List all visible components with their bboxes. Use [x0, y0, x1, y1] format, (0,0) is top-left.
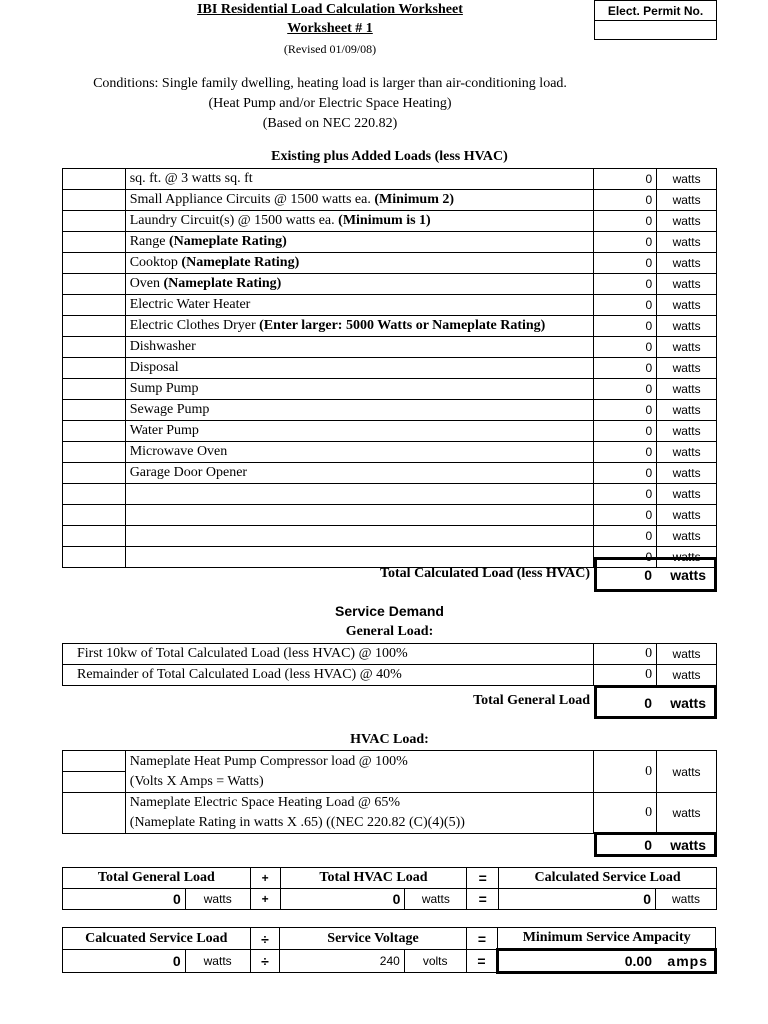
- row-value[interactable]: 0: [594, 295, 657, 316]
- row-description: [125, 337, 594, 358]
- revised-date: (Revised 01/09/08): [283, 42, 377, 56]
- row-value[interactable]: 0: [594, 274, 657, 295]
- first-10kw-value[interactable]: 0: [594, 644, 657, 665]
- total-hvac-load-value: 0: [644, 837, 652, 853]
- table-row: [63, 400, 717, 421]
- row-quantity-field[interactable]: [63, 379, 126, 400]
- row-value[interactable]: 0: [594, 421, 657, 442]
- summary-general-unit: watts: [185, 889, 250, 910]
- row-unit: watts: [657, 337, 717, 358]
- service-load-summary-table: [62, 867, 717, 910]
- row-quantity-field[interactable]: [63, 169, 126, 190]
- table-row: [63, 358, 717, 379]
- ampacity-calc-unit: watts: [185, 950, 250, 973]
- total-general-load-label: Total General Load: [473, 693, 590, 708]
- table-row: [63, 665, 717, 686]
- row-label: Garage Door Opener: [129, 465, 248, 480]
- header-calculated-service-load: Calculated Service Load: [499, 868, 717, 889]
- row-description: [125, 484, 594, 505]
- table-row: [63, 232, 717, 253]
- table-row: [63, 526, 717, 547]
- row-label: Microwave Oven: [129, 444, 228, 459]
- table-row: [63, 751, 717, 772]
- service-demand-heading: Service Demand: [335, 603, 444, 619]
- row-unit: watts: [657, 421, 717, 442]
- total-calculated-load-unit: watts: [670, 567, 706, 583]
- row-quantity-field[interactable]: [63, 190, 126, 211]
- row-value[interactable]: 0: [594, 526, 657, 547]
- row-value[interactable]: 0: [594, 505, 657, 526]
- row-description: [125, 358, 594, 379]
- row-unit: watts: [657, 190, 717, 211]
- row-label-note: (Nameplate Rating): [181, 255, 300, 270]
- table-row: [63, 463, 717, 484]
- service-voltage-unit: volts: [404, 950, 466, 973]
- summary-calc-value[interactable]: 0: [499, 889, 656, 910]
- header-total-hvac-load: Total HVAC Load: [280, 868, 467, 889]
- summary-general-value[interactable]: 0: [63, 889, 186, 910]
- row-quantity-field[interactable]: [63, 211, 126, 232]
- table-row: [63, 169, 717, 190]
- header-minimum-service-ampacity: Minimum Service Ampacity: [498, 928, 716, 950]
- row-quantity-field[interactable]: [63, 232, 126, 253]
- plus-sign: +: [250, 868, 280, 889]
- table-row: [63, 793, 717, 834]
- row-label-note: (Nameplate Rating): [163, 276, 282, 291]
- row-quantity-field[interactable]: [63, 484, 126, 505]
- row-unit: watts: [657, 505, 717, 526]
- table-row: [63, 295, 717, 316]
- table-row: [63, 211, 717, 232]
- row-quantity-field[interactable]: [63, 337, 126, 358]
- permit-label: Elect. Permit No.: [595, 1, 717, 21]
- conditions-sub1: (Heat Pump and/or Electric Space Heating): [208, 96, 452, 111]
- row-description: [125, 253, 594, 274]
- table-row: [63, 379, 717, 400]
- row-label: Dishwasher: [129, 339, 196, 354]
- row-unit: watts: [657, 442, 717, 463]
- hvac-row1-blank-top[interactable]: [63, 751, 126, 772]
- service-voltage-value[interactable]: 240: [280, 950, 404, 973]
- table-row: [63, 889, 717, 910]
- row-quantity-field[interactable]: [63, 358, 126, 379]
- row-quantity-field[interactable]: [63, 547, 126, 568]
- row-description: [125, 211, 594, 232]
- table-row: [63, 505, 717, 526]
- space-heating-value[interactable]: 0: [594, 793, 657, 834]
- row-quantity-field[interactable]: [63, 316, 126, 337]
- plus-sign: +: [250, 889, 280, 910]
- row-unit: watts: [657, 526, 717, 547]
- row-description: [125, 547, 594, 568]
- total-calculated-load-value: 0: [644, 567, 652, 583]
- first-10kw-label: First 10kw of Total Calculated Load (less HVAC) @ 100%: [63, 644, 594, 665]
- space-heating-label: [125, 793, 594, 834]
- row-description: [125, 463, 594, 484]
- row-value[interactable]: 0: [594, 358, 657, 379]
- minimum-ampacity-unit: amps: [667, 953, 708, 969]
- row-quantity-field[interactable]: [63, 505, 126, 526]
- row-unit: watts: [657, 400, 717, 421]
- row-label: Laundry Circuit(s) @ 1500 watts ea.: [129, 213, 339, 228]
- heat-pump-label: [125, 751, 594, 793]
- total-calculated-load-box: [594, 557, 717, 592]
- table-row: [63, 928, 716, 950]
- row-description: [125, 274, 594, 295]
- total-general-load-box: [594, 685, 717, 719]
- table-row: [63, 484, 717, 505]
- row-description: [125, 505, 594, 526]
- table-row: [63, 950, 716, 973]
- row-description: [125, 232, 594, 253]
- row-description: [125, 442, 594, 463]
- row-value[interactable]: 0: [594, 253, 657, 274]
- total-hvac-load-box: [594, 832, 717, 857]
- worksheet-title: IBI Residential Load Calculation Worksheet: [197, 2, 463, 17]
- general-load-heading: General Load:: [345, 624, 434, 639]
- heat-pump-unit: watts: [657, 751, 717, 793]
- row-description: [125, 400, 594, 421]
- summary-calc-unit: watts: [655, 889, 716, 910]
- row-label-note: (Enter larger: 5000 Watts or Nameplate Rating): [259, 318, 546, 333]
- table-row: [63, 190, 717, 211]
- ampacity-summary-table: [62, 927, 717, 974]
- row-label: sq. ft. @ 3 watts sq. ft: [129, 171, 253, 186]
- row-label-note: (Minimum 2): [374, 192, 455, 207]
- table-row: [63, 421, 717, 442]
- table-row: [63, 868, 717, 889]
- permit-box: [594, 0, 717, 40]
- row-value[interactable]: 0: [594, 232, 657, 253]
- total-general-load-value: 0: [644, 695, 652, 711]
- row-quantity-field[interactable]: [63, 463, 126, 484]
- row-description: [125, 295, 594, 316]
- row-label: Water Pump: [129, 423, 199, 438]
- row-value[interactable]: 0: [594, 190, 657, 211]
- remainder-unit: watts: [657, 665, 717, 686]
- row-value[interactable]: 0: [594, 463, 657, 484]
- row-label: Sump Pump: [129, 381, 199, 396]
- row-label: Small Appliance Circuits @ 1500 watts ea.: [129, 192, 375, 207]
- row-quantity-field[interactable]: [63, 400, 126, 421]
- row-unit: watts: [657, 169, 717, 190]
- remainder-label: Remainder of Total Calculated Load (less HVAC) @ 40%: [63, 665, 594, 686]
- heat-pump-line2: (Volts X Amps = Watts): [129, 773, 264, 789]
- row-unit: watts: [657, 295, 717, 316]
- row-unit: watts: [657, 253, 717, 274]
- space-heating-line1: Nameplate Electric Space Heating Load @ 65%: [129, 795, 401, 810]
- table-row: [63, 253, 717, 274]
- row-value[interactable]: 0: [594, 442, 657, 463]
- hvac-table: [62, 750, 717, 834]
- row-description: [125, 169, 594, 190]
- row-label: Electric Water Heater: [129, 297, 251, 312]
- first-10kw-unit: watts: [657, 644, 717, 665]
- hvac-row2-blank[interactable]: [63, 793, 126, 834]
- ampacity-calc-value[interactable]: 0: [63, 950, 186, 973]
- table-row: [63, 644, 717, 665]
- equals-sign: =: [467, 889, 499, 910]
- row-unit: watts: [657, 232, 717, 253]
- table-row: [63, 442, 717, 463]
- row-label-note: (Nameplate Rating): [168, 234, 287, 249]
- hvac-row1-blank-bottom[interactable]: [63, 772, 126, 793]
- existing-loads-table: [62, 168, 717, 568]
- row-value[interactable]: 0: [594, 547, 657, 568]
- row-unit: watts: [657, 379, 717, 400]
- row-unit: watts: [657, 463, 717, 484]
- row-description: [125, 421, 594, 442]
- remainder-value[interactable]: 0: [594, 665, 657, 686]
- permit-number-field[interactable]: [595, 21, 717, 40]
- row-label: Range: [129, 234, 169, 249]
- heat-pump-line1: Nameplate Heat Pump Compressor load @ 100%: [129, 753, 408, 769]
- row-value[interactable]: 0: [594, 337, 657, 358]
- divide-sign: ÷: [250, 928, 280, 950]
- row-description: [125, 379, 594, 400]
- equals-sign: =: [466, 950, 498, 973]
- minimum-ampacity-value: 0.00: [624, 953, 652, 969]
- equals-sign: =: [467, 868, 499, 889]
- row-label: Electric Clothes Dryer: [129, 318, 260, 333]
- general-load-table: [62, 643, 717, 686]
- row-value[interactable]: 0: [594, 484, 657, 505]
- row-label: Sewage Pump: [129, 402, 210, 417]
- row-unit: watts: [657, 484, 717, 505]
- row-label-note: (Minimum is 1): [338, 213, 431, 228]
- row-value[interactable]: 0: [594, 169, 657, 190]
- row-unit: watts: [657, 358, 717, 379]
- header-calculated-service-load: Calcuated Service Load: [63, 928, 251, 950]
- row-value[interactable]: 0: [594, 316, 657, 337]
- divide-sign: ÷: [250, 950, 280, 973]
- table-row: [63, 316, 717, 337]
- total-general-load-unit: watts: [670, 695, 706, 711]
- worksheet-subtitle: Worksheet # 1: [287, 21, 373, 36]
- existing-loads-heading: Existing plus Added Loads (less HVAC): [271, 149, 508, 164]
- row-quantity-field[interactable]: [63, 295, 126, 316]
- total-hvac-load-unit: watts: [670, 837, 706, 853]
- equals-sign: =: [466, 928, 498, 950]
- row-quantity-field[interactable]: [63, 274, 126, 295]
- row-quantity-field[interactable]: [63, 442, 126, 463]
- row-description: [125, 316, 594, 337]
- row-quantity-field[interactable]: [63, 421, 126, 442]
- table-row: [63, 337, 717, 358]
- summary-hvac-value[interactable]: 0: [280, 889, 405, 910]
- row-value[interactable]: 0: [594, 379, 657, 400]
- row-unit: watts: [657, 274, 717, 295]
- heat-pump-value[interactable]: 0: [594, 751, 657, 793]
- row-label: Disposal: [129, 360, 179, 375]
- conditions-text: Conditions: Single family dwelling, heating load is larger than air-conditioning load.: [93, 76, 567, 91]
- row-quantity-field[interactable]: [63, 253, 126, 274]
- space-heating-unit: watts: [657, 793, 717, 834]
- row-unit: watts: [657, 547, 717, 568]
- header-service-voltage: Service Voltage: [280, 928, 466, 950]
- conditions-sub2: (Based on NEC 220.82): [262, 116, 398, 131]
- space-heating-line2: (Nameplate Rating in watts X .65) ((NEC 220.82 (C)(4)(5)): [129, 815, 465, 830]
- minimum-ampacity-box: [498, 950, 716, 973]
- total-calculated-load-label: Total Calculated Load (less HVAC): [379, 566, 590, 581]
- row-description: [125, 526, 594, 547]
- hvac-heading: HVAC Load:: [350, 732, 429, 747]
- row-unit: watts: [657, 211, 717, 232]
- row-label: Cooktop: [129, 255, 182, 270]
- row-description: [125, 190, 594, 211]
- row-unit: watts: [657, 316, 717, 337]
- summary-hvac-unit: watts: [405, 889, 467, 910]
- row-value[interactable]: 0: [594, 211, 657, 232]
- header-total-general-load: Total General Load: [63, 868, 251, 889]
- row-label: Oven: [129, 276, 164, 291]
- row-value[interactable]: 0: [594, 400, 657, 421]
- table-row: [63, 274, 717, 295]
- row-quantity-field[interactable]: [63, 526, 126, 547]
